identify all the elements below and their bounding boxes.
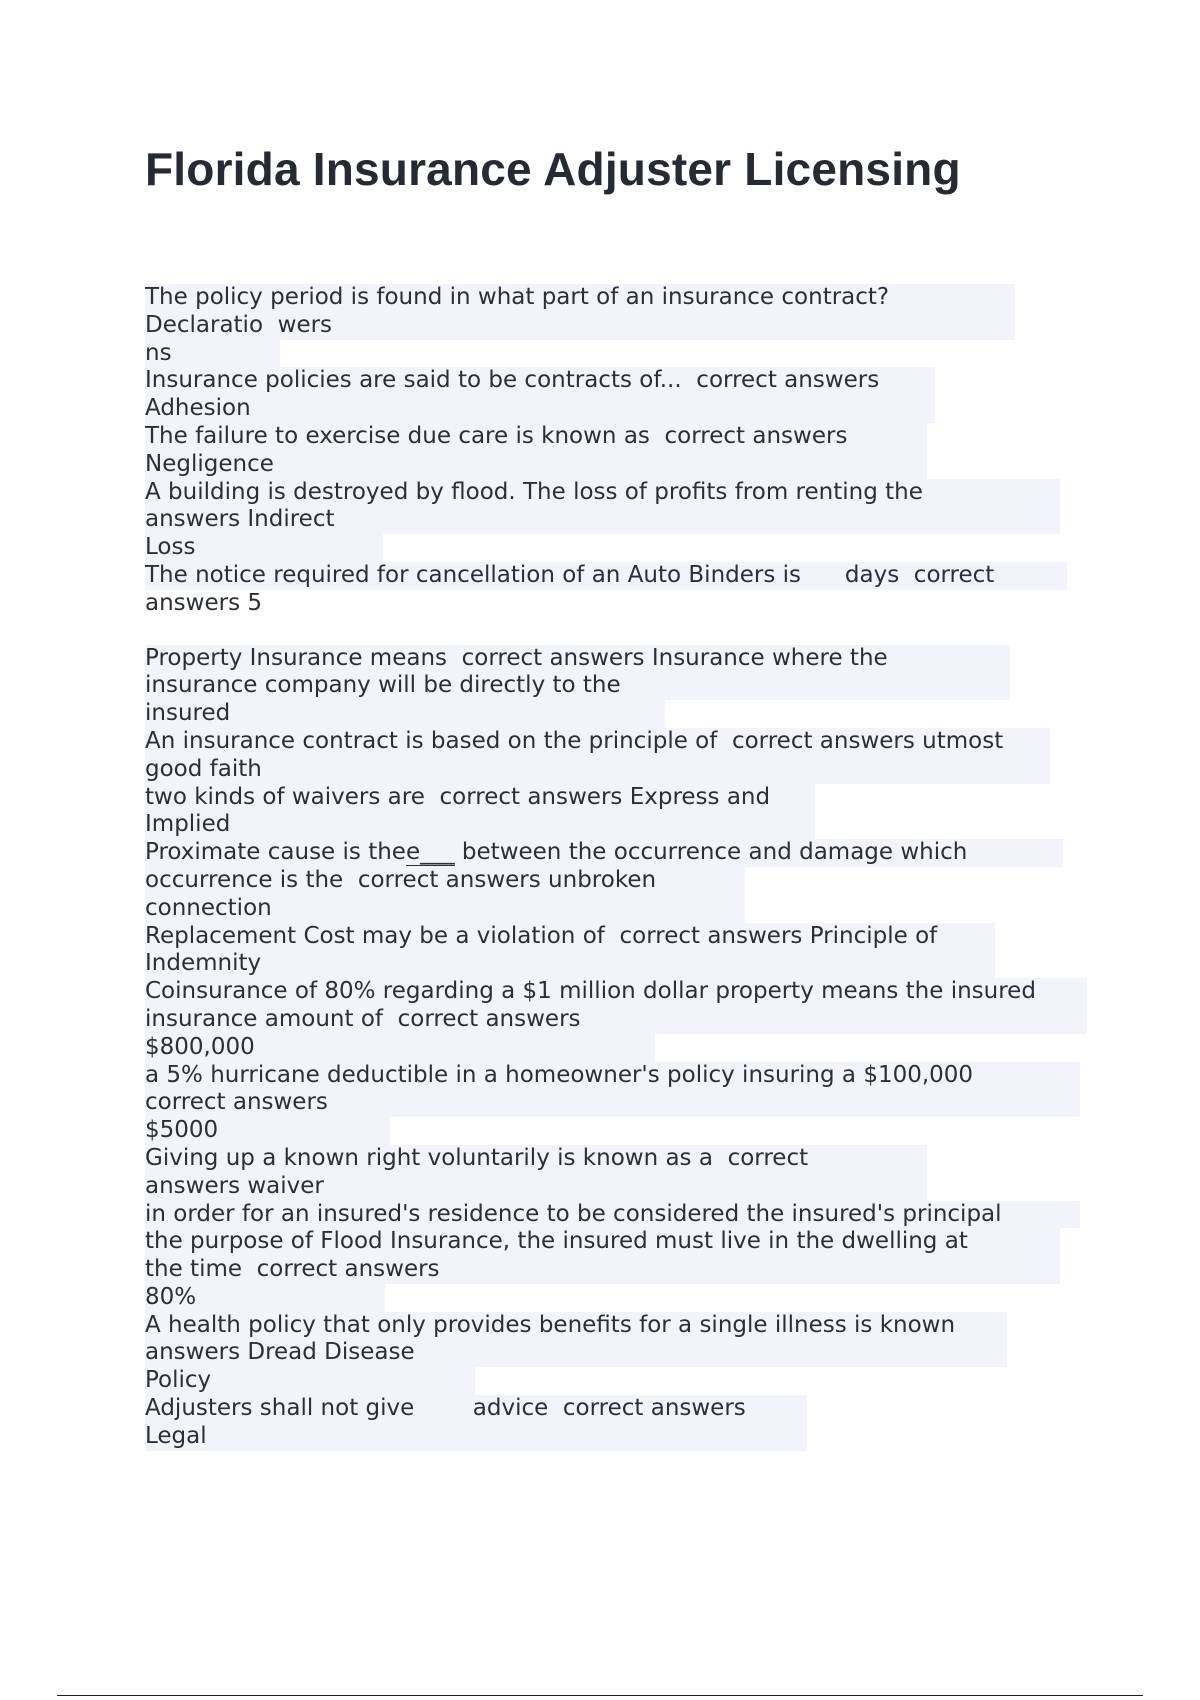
qa-item-auto-binders [145,562,1105,618]
question-line: Coinsurance of 80% regarding a $1 million dollar property means the insured [145,978,1087,1006]
answer-line: answers Dread Disease [145,1339,1007,1367]
question-line: Replacement Cost may be a violation of correct answers Principle of [145,923,995,951]
question-line: The policy period is found in what part of an insurance contract? [145,284,1015,312]
qa-item-policy-period [145,284,1105,367]
answer-line: answers Indirect [145,506,1060,534]
answer-line: occurrence is the correct answers unbroken [145,867,745,895]
qa-item-waiver [145,1145,1105,1201]
qa-item-proximate-cause [145,839,1105,922]
question-line: two kinds of waivers are correct answers Express and [145,784,815,812]
qa-item-indirect-loss [145,479,1105,562]
answer-line: Loss [145,534,383,562]
answer-line: answers 5 [145,589,262,616]
answer-line: Policy [145,1367,475,1395]
paragraph-gap [145,618,1105,645]
answer-line: Legal [145,1423,807,1451]
qa-item-adhesion [145,367,1105,423]
question-line [145,839,1063,867]
answer-line: ns [145,340,280,368]
answer-line: Adhesion [145,395,935,423]
answer-line: Implied [145,811,815,839]
answer-line: answers waiver [145,1173,927,1201]
question-line: Adjusters shall not give advice correct answers [145,1395,807,1423]
qa-item-negligence [145,423,1105,479]
question-line: Insurance policies are said to be contracts of... correct answers [145,367,935,395]
question-line: a 5% hurricane deductible in a homeowner's policy insuring a $100,000 [145,1062,1080,1090]
question-line: A building is destroyed by flood. The loss of profits from renting the [145,479,1060,507]
qa-item-property-insurance [145,645,1105,728]
answer-line: the time correct answers [145,1256,1060,1284]
qa-item-replacement-cost [145,923,1105,979]
qa-item-hurricane-deductible [145,1062,1105,1145]
answer-line: correct answers [145,1089,1080,1117]
qa-list [145,284,1105,1451]
qa-item-waivers [145,784,1105,840]
question-text: Proximate cause is the [145,839,406,866]
footer-rule [57,1695,1143,1696]
answer-line: Declaratio wers [145,312,1015,340]
question-line: The failure to exercise due care is known as correct answers [145,423,927,451]
question-line: An insurance contract is based on the principle of correct answers utmost [145,728,1050,756]
question-line: Giving up a known right voluntarily is known as a correct [145,1145,927,1173]
answer-line: $800,000 [145,1034,655,1062]
answer-line: Indemnity [145,950,995,978]
page-title: Florida Insurance Adjuster Licensing [145,143,961,195]
answer-line: insured [145,700,665,728]
question-line: in order for an insured's residence to be considered the insured's principal [145,1201,1080,1229]
qa-item-dread-disease [145,1312,1105,1395]
question-text-tail: between the occurrence and damage which [454,839,968,866]
answer-line: insurance amount of correct answers [145,1006,1087,1034]
qa-item-utmost-good-faith [145,728,1105,784]
question-line: A health policy that only provides benefits for a single illness is known [145,1312,1007,1340]
answer-line: $5000 [145,1117,390,1145]
answer-line: connection [145,895,745,923]
qa-item-coinsurance [145,978,1105,1061]
qa-item-legal-advice [145,1395,1105,1451]
question-line: Property Insurance means correct answers Insurance where the [145,645,1010,673]
fill-in-blank: e___ [405,839,455,866]
qa-item-principal-residence [145,1201,1105,1312]
question-line: The notice required for cancellation of an Auto Binders is days correct [145,562,1067,590]
answer-line: insurance company will be directly to the [145,672,1010,700]
answer-line: good faith [145,756,1050,784]
answer-line: 80% [145,1284,385,1312]
question-line: the purpose of Flood Insurance, the insured must live in the dwelling at [145,1228,1060,1256]
answer-line: Negligence [145,451,927,479]
